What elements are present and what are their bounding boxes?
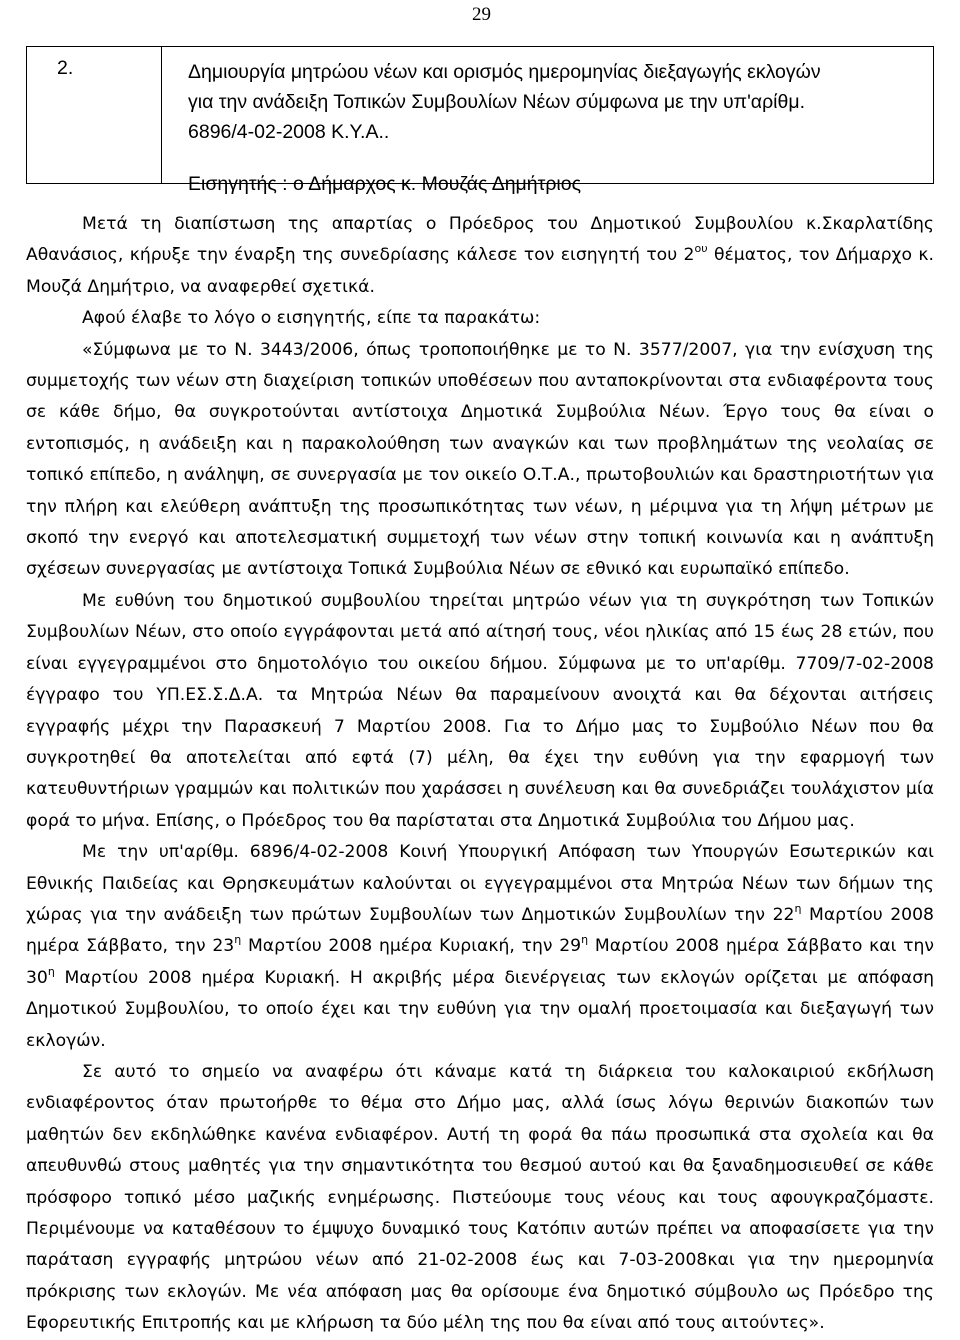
agenda-rapporteur: Εισηγητής : ο Δήμαρχος κ. Μουζάς Δημήτριος bbox=[188, 173, 582, 195]
agenda-item-table bbox=[26, 46, 934, 195]
agenda-title-line: 6896/4-02-2008 Κ.Υ.Α.. bbox=[188, 121, 390, 143]
paragraph: Με ευθύνη του δημοτικού συμβουλίου τηρείται μητρώο νέων για τη συγκρότηση των Τοπικών Συμβουλίων Νέων, στο οποίο εγγράφονται μετά από αίτησή τους, νέοι ηλικίας από 15 έως 28 ετών, που είναι εγγεγραμμένοι στο δημοτολόγιο του οικείου δήμου. Σύμφωνα με το υπ'αρίθμ. 7709/7-02-2008 έγγραφο του ΥΠ.ΕΣ.Σ.Δ.Α. τα Μητρώα Νέων θα παραμείνουν ανοιχτά και θα δέχονται αιτήσεις εγγραφής μέχρι την Παρασκευή 7 Μαρτίου 2008. Για το Δήμο μας το Συμβούλιο Νέων που θα συγκροτηθεί θα αποτελείται από εφτά (7) μέλη, θα έχει την ευθύνη για την εφαρμογή των κατευθυντήριων γραμμών και πολιτικών που χαράσσει η συνέλευση και θα συνεδριάζει τουλάχιστον μία φορά το μήνα. Επίσης, ο Πρόεδρος του θα παρίσταται στα Δημοτικά Συμβούλια του Δήμου μας. bbox=[26, 590, 934, 831]
agenda-title-line: για την ανάδειξη Τοπικών Συμβουλίων Νέων σύμφωνα με την υπ'αρίθμ. bbox=[188, 91, 806, 113]
paragraph: Αφού έλαβε το λόγο ο εισηγητής, είπε τα παρακάτω: bbox=[82, 308, 541, 329]
paragraph: Μετά τη διαπίστωση της απαρτίας ο Πρόεδρος του Δημοτικού Συμβουλίου κ.Σκαρλατίδης Αθανάσιος, κήρυξε την έναρξη της συνεδρίασης κάλεσε τον εισηγητή του $2^{o\upsilon}$ θέματος, τον Δήμαρχο κ. Μουζά Δημήτριο, να αναφερθεί σχετικά. bbox=[26, 214, 934, 297]
agenda-item-number: 2. bbox=[27, 47, 162, 183]
paragraph: Σε αυτό το σημείο να αναφέρω ότι κάναμε κατά τη διάρκεια του καλοκαιριού εκδήλωση ενδιαφέροντος όταν πρωτοήρθε το θέμα στο Δήμο μας, αλλά ίσως λόγω θερινών διακοπών των μαθητών δεν εκδηλώθηκε κανένα ενδιαφέρον. Αυτή τη φορά θα πάω προσωπικά στα σχολεία και θα απευθυνθώ στους μαθητές για την σημαντικότητα του θεσμού αυτού και θα ξαναδημοσιευθεί σε κάθε πρόσφορο τοπικό μέσο μαζικής ενημέρωσης. Πιστεύουμε τους νέους και τους αφουγκραζόμαστε. Περιμένουμε να καταθέσουν το έμψυχο δυναμικό τους Κατόπιν αυτών πρέπει να αποφασίσετε για την παράταση εγγραφής μητρώου νέων από 21-02-2008 έως και 7-03-2008και για την ημερομηνία πρόκρισης των εκλογών. Με νέα απόφαση μας θα ορίσουμε ένα δημοτικό σύμβουλο ως Πρόεδρο της Εφορευτικής Επιτροπής και με κλήρωση τα δύο μέλη της που θα είναι από τους αιτούντες». bbox=[26, 1061, 934, 1334]
paragraph: «Σύμφωνα με το Ν. 3443/2006, όπως τροποποιήθηκε με το Ν. 3577/2007, για την ενίσχυση της συμμετοχής των νέων στη διαχείριση τοπικών υποθέσεων που ανταποκρίνονται στα ενδιαφέροντα τους σε κάθε δήμο, θα συγκροτούνται αντίστοιχα Δημοτικά Συμβούλια Νέων. Έργο τους θα είναι ο εντοπισμός, η ανάδειξη και η παρακολούθηση των αναγκών και των προβλημάτων της νεολαίας σε τοπικό επίπεδο, η ανάληψη, σε συνεργασία με τον οικείο Ο.Τ.Α., πρωτοβουλιών και δραστηριοτήτων για την πλήρη και ελεύθερη ανάπτυξη της προσωπικότητας των νέων, η μέριμνα για τη λήψη μέτρων με σκοπό την ενεργό και αποτελεσματική συμμετοχή των νέων στην τοπική κοινωνία και η ανάπτυξη σχέσεων συνεργασίας με αντίστοιχα Τοπικά Συμβούλια Νέων σε εθνικό και ευρωπαϊκό επίπεδο. bbox=[26, 339, 934, 580]
body-text bbox=[26, 209, 934, 1340]
agenda-item-text bbox=[162, 47, 933, 195]
paragraph: Με την υπ'αρίθμ. 6896/4-02-2008 Κοινή Υπουργική Απόφαση των Υπουργών Εσωτερικών και Εθνικής Παιδείας και Θρησκευμάτων καλούνται οι εγγεγραμμένοι στα Μητρώα Νέων των δήμων της χώρας για την ανάδειξη των πρώτων Συμβουλίων των Δημοτικών Συμβουλίων την $22^\eta$ Μαρτίου 2008 ημέρα Σάββατο, την $23^\eta$ Μαρτίου 2008 ημέρα Κυριακή, την $29^\eta$ Μαρτίου 2008 ημέρα Σάββατο και την $30^\eta$ Μαρτίου 2008 ημέρα Κυριακή. Η ακριβής μέρα διενέργειας των εκλογών ορίζεται με απόφαση Δημοτικού Συμβουλίου, το οποίο έχει και την ευθύνη για την ομαλή προετοιμασία και διεξαγωγή των εκλογών. bbox=[26, 842, 935, 1051]
page-number: 29 bbox=[472, 4, 491, 25]
agenda-title-line: Δημιουργία μητρώου νέων και ορισμός ημερομηνίας διεξαγωγής εκλογών bbox=[188, 61, 821, 83]
